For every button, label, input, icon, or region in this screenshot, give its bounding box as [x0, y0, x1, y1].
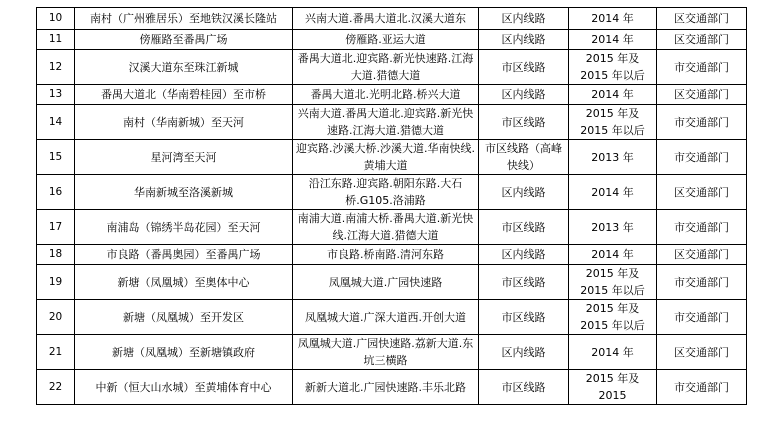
responsible-department: 市交通部门 [657, 370, 747, 405]
row-number: 18 [37, 245, 75, 265]
implementation-year: 2014 年 [569, 8, 657, 30]
bus-route-table [36, 7, 747, 405]
route-scope: 市区线路 [479, 210, 569, 245]
route-scope: 市区线路 [479, 265, 569, 300]
responsible-department: 市交通部门 [657, 300, 747, 335]
route-scope: 区内线路 [479, 30, 569, 50]
row-number: 19 [37, 265, 75, 300]
implementation-year: 2015 年及 2015 年以后 [569, 50, 657, 85]
route-scope: 区内线路 [479, 245, 569, 265]
table-row [37, 105, 747, 140]
implementation-year: 2014 年 [569, 85, 657, 105]
table-row [37, 300, 747, 335]
responsible-department: 区交通部门 [657, 335, 747, 370]
responsible-department: 区交通部门 [657, 8, 747, 30]
responsible-department: 市交通部门 [657, 105, 747, 140]
responsible-department: 市交通部门 [657, 210, 747, 245]
implementation-year: 2014 年 [569, 30, 657, 50]
row-number: 17 [37, 210, 75, 245]
responsible-department: 区交通部门 [657, 85, 747, 105]
row-number: 11 [37, 30, 75, 50]
table-row [37, 50, 747, 85]
route-name: 星河湾至天河 [75, 140, 293, 175]
implementation-year: 2015 年及 2015 [569, 370, 657, 405]
road-path: 南浦大道.南浦大桥.番禺大道.新光快线.江海大道.猎德大道 [293, 210, 479, 245]
responsible-department: 区交通部门 [657, 245, 747, 265]
route-scope: 市区线路 [479, 50, 569, 85]
road-path: 兴南大道.番禺大道北.迎宾路.新光快速路.江海大道.猎德大道 [293, 105, 479, 140]
table-row [37, 8, 747, 30]
route-scope: 市区线路 [479, 300, 569, 335]
row-number: 10 [37, 8, 75, 30]
table-body [37, 8, 747, 405]
route-name: 市良路（番禺奥园）至番禺广场 [75, 245, 293, 265]
road-path: 沿江东路.迎宾路.朝阳东路.大石桥.G105.洛浦路 [293, 175, 479, 210]
road-path: 番禺大道北.迎宾路.新光快速路.江海大道.猎德大道 [293, 50, 479, 85]
route-scope: 区内线路 [479, 85, 569, 105]
table-row [37, 210, 747, 245]
responsible-department: 市交通部门 [657, 265, 747, 300]
route-name: 中新（恒大山水城）至黄埔体育中心 [75, 370, 293, 405]
road-path: 兴南大道.番禺大道北.汉溪大道东 [293, 8, 479, 30]
table-row [37, 245, 747, 265]
route-name: 南村（华南新城）至天河 [75, 105, 293, 140]
road-path: 番禺大道北.光明北路.桥兴大道 [293, 85, 479, 105]
implementation-year: 2014 年 [569, 245, 657, 265]
row-number: 13 [37, 85, 75, 105]
implementation-year: 2014 年 [569, 175, 657, 210]
table-row [37, 30, 747, 50]
route-scope: 区内线路 [479, 8, 569, 30]
table-row [37, 335, 747, 370]
route-scope: 区内线路 [479, 335, 569, 370]
route-name: 南村（广州雅居乐）至地铁汉溪长隆站 [75, 8, 293, 30]
road-path: 迎宾路.沙溪大桥.沙溪大道.华南快线.黄埔大道 [293, 140, 479, 175]
route-name: 汉溪大道东至珠江新城 [75, 50, 293, 85]
implementation-year: 2013 年 [569, 210, 657, 245]
row-number: 15 [37, 140, 75, 175]
route-name: 傍雁路至番禺广场 [75, 30, 293, 50]
road-path: 凤凰城大道.广园快速路 [293, 265, 479, 300]
row-number: 16 [37, 175, 75, 210]
responsible-department: 市交通部门 [657, 50, 747, 85]
implementation-year: 2015 年及 2015 年以后 [569, 300, 657, 335]
route-name: 南浦岛（锦绣半岛花园）至天河 [75, 210, 293, 245]
route-scope: 市区线路 [479, 370, 569, 405]
route-scope: 市区线路（高峰快线） [479, 140, 569, 175]
implementation-year: 2015 年及 2015 年以后 [569, 105, 657, 140]
implementation-year: 2014 年 [569, 335, 657, 370]
row-number: 20 [37, 300, 75, 335]
row-number: 14 [37, 105, 75, 140]
route-scope: 市区线路 [479, 105, 569, 140]
responsible-department: 市交通部门 [657, 140, 747, 175]
route-name: 新塘（凤凰城）至开发区 [75, 300, 293, 335]
table-row [37, 140, 747, 175]
road-path: 市良路.桥南路.清河东路 [293, 245, 479, 265]
route-name: 新塘（凤凰城）至新塘镇政府 [75, 335, 293, 370]
row-number: 21 [37, 335, 75, 370]
table-row [37, 265, 747, 300]
road-path: 凤凰城大道.广园快速路.荔新大道.东坑三横路 [293, 335, 479, 370]
road-path: 新新大道北.广园快速路.丰乐北路 [293, 370, 479, 405]
route-name: 番禺大道北（华南碧桂园）至市桥 [75, 85, 293, 105]
table-row [37, 85, 747, 105]
road-path: 傍雁路.亚运大道 [293, 30, 479, 50]
row-number: 22 [37, 370, 75, 405]
implementation-year: 2015 年及 2015 年以后 [569, 265, 657, 300]
road-path: 凤凰城大道.广深大道西.开创大道 [293, 300, 479, 335]
table-row [37, 370, 747, 405]
row-number: 12 [37, 50, 75, 85]
route-name: 新塘（凤凰城）至奥体中心 [75, 265, 293, 300]
implementation-year: 2013 年 [569, 140, 657, 175]
table-row [37, 175, 747, 210]
route-scope: 区内线路 [479, 175, 569, 210]
responsible-department: 区交通部门 [657, 175, 747, 210]
route-name: 华南新城至洛溪新城 [75, 175, 293, 210]
responsible-department: 区交通部门 [657, 30, 747, 50]
